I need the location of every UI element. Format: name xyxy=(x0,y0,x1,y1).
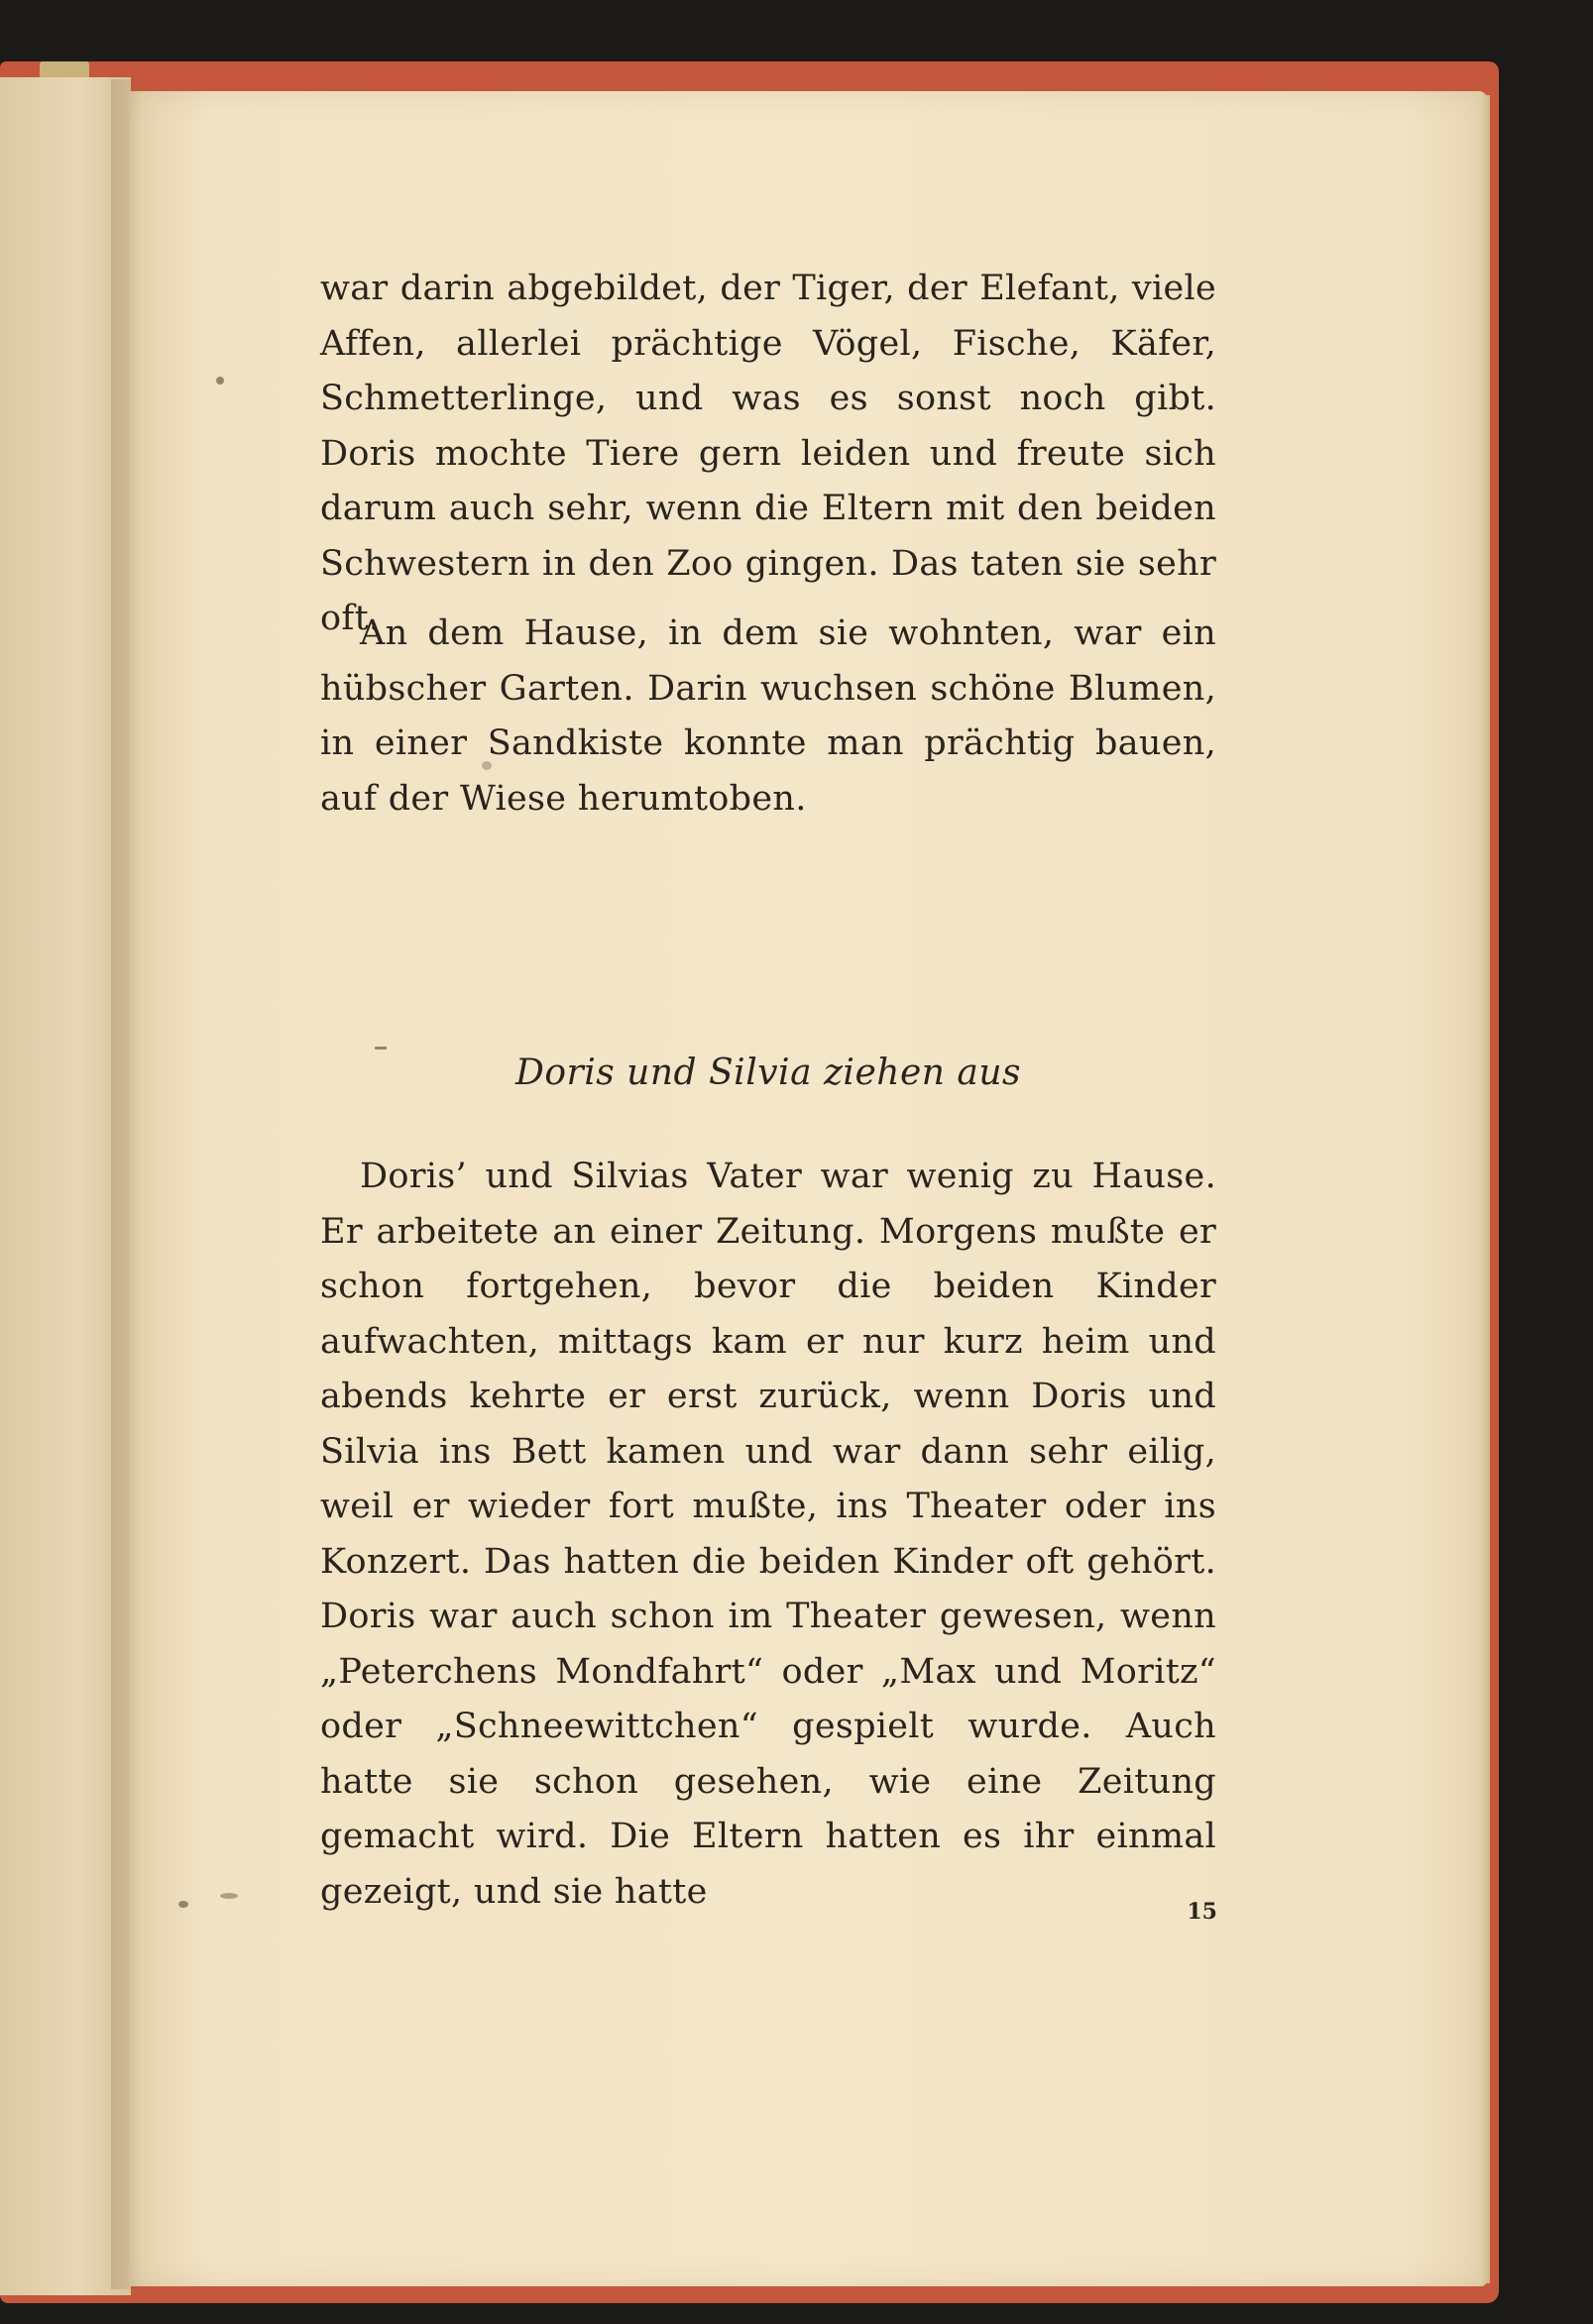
chapter-heading: Doris und Silvia ziehen aus xyxy=(514,1052,1021,1093)
paragraph-2: An dem Hause, in dem sie wohnten, war ein hübscher Garten. Darin wuchsen schöne Blumen, in einer Sandkiste konnte man prächtig bauen, auf der Wiese herumtoben. xyxy=(320,613,1216,819)
paper-speck xyxy=(482,761,492,770)
page-edge xyxy=(1480,95,1490,2283)
paragraph-1: war darin abgebildet, der Tiger, der Elefant, viele Affen, allerlei prächtige Vögel, Fische, Käfer, Schmetterlinge, und was es sonst noch gibt. Doris mochte Tiere gern leiden und freute sich darum auch sehr, wenn die Eltern mit den beiden Schwestern in den Zoo gingen. Das taten sie sehr oft. xyxy=(320,269,1216,638)
page-number: 15 xyxy=(1187,1899,1217,1925)
paper-speck xyxy=(216,377,224,385)
paper-speck xyxy=(375,1047,387,1050)
paragraph-3: Doris’ und Silvias Vater war wenig zu Hause. Er arbeitete an einer Zeitung. Morgens mußte er schon fortgehen, bevor die beiden Kinder aufwachten, mittags kam er nur kurz heim und abends kehrte er erst zurück, wenn Doris und Silvia ins Bett kamen und war dann sehr eilig, weil er wieder fort mußte, ins Theater oder ins Konzert. Das hatten die beiden Kinder oft gehört. Doris war auch schon im Theater gewesen, wenn „Peterchens Mondfahrt“ oder „Max und Moritz“ oder „Schneewittchen“ gespielt wurde. Auch hatte sie schon gesehen, wie eine Zeitung gemacht wird. Die Eltern hatten es ihr einmal gezeigt, und sie hatte xyxy=(320,1157,1216,1912)
paper-speck xyxy=(178,1901,188,1908)
paper-speck xyxy=(220,1893,238,1899)
page-gutter xyxy=(111,79,141,2289)
